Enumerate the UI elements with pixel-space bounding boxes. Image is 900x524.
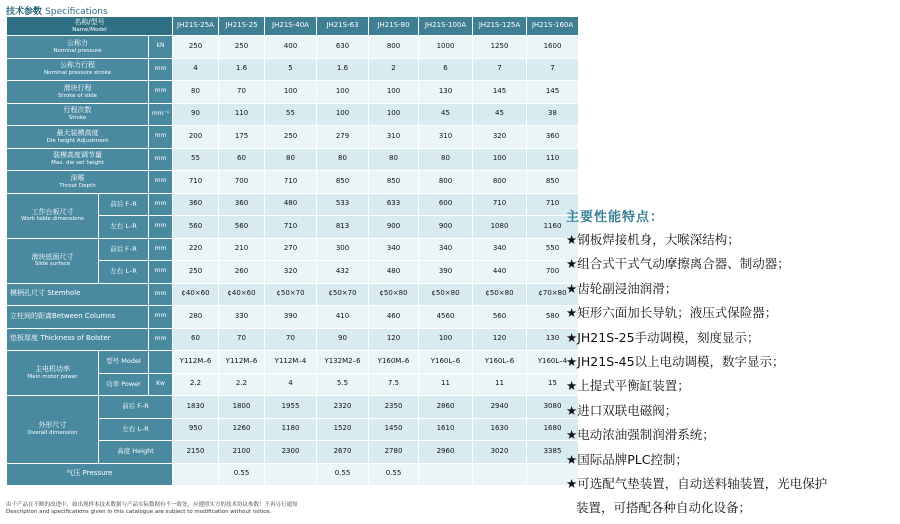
value-cell: 2.2: [173, 373, 219, 396]
value-cell: 6: [419, 58, 473, 81]
value-cell: 7: [473, 58, 527, 81]
label-en: Overall dimension: [27, 430, 78, 437]
header-en: Specifications: [45, 7, 108, 17]
table-row: [7, 396, 579, 419]
value-cell: 80: [265, 148, 317, 171]
value-cell: 120: [369, 328, 419, 351]
features-title: 主要性能特点：: [566, 210, 665, 225]
footnote-zh: 由于产品在不断的改进中，如出现样本技术数据与产品实际数据有不一致处，应遵照实方的技术协议参数！不再另行通知: [6, 502, 298, 508]
model-header: JH21S-25: [219, 17, 265, 36]
value-cell: 130: [419, 81, 473, 104]
sub-label: 高度 Height: [99, 441, 173, 464]
value-cell: 100: [369, 103, 419, 126]
value-cell: 1250: [473, 36, 527, 59]
label-en: Max. die set height: [51, 160, 104, 167]
feature-item: ★上提式平衡缸装置；: [566, 378, 690, 394]
value-cell: 110: [219, 103, 265, 126]
value-cell: [473, 463, 527, 486]
value-cell: 533: [317, 193, 369, 216]
value-cell: 250: [219, 36, 265, 59]
value-cell: [419, 463, 473, 486]
label-zh: 装模高度调节量: [53, 151, 102, 160]
value-cell: ¢50×80: [419, 283, 473, 306]
value-cell: ¢40×60: [219, 283, 265, 306]
feature-item: ★电动浓油强制润滑系统；: [566, 427, 715, 443]
value-cell: 45: [419, 103, 473, 126]
label-en: Slide surface: [34, 261, 71, 268]
model-header: JH21S-160A: [527, 17, 579, 36]
sub-label: 左右 L–R: [99, 261, 149, 284]
feature-item: ★JH21S-45以上电动调模，数字显示；: [566, 353, 785, 369]
value-cell: 80: [317, 148, 369, 171]
value-cell: [173, 463, 219, 486]
value-cell: 580: [527, 306, 579, 329]
model-header: JH21S-63: [317, 17, 369, 36]
value-cell: 100: [419, 328, 473, 351]
label-en: Die height Adjustment: [46, 137, 109, 144]
value-cell: 340: [473, 238, 527, 261]
value-cell: 950: [173, 418, 219, 441]
value-cell: Y160L–6: [473, 351, 527, 374]
between-columns-label: 立柱间的距离Between Columns: [7, 306, 149, 329]
table-row: [7, 283, 579, 306]
sub-label: 前后 F–R: [99, 396, 173, 419]
value-cell: 145: [473, 81, 527, 104]
value-cell: 600: [419, 193, 473, 216]
value-cell: Y160L–6: [419, 351, 473, 374]
value-cell: Y112M–6: [219, 351, 265, 374]
value-cell: 80: [369, 148, 419, 171]
sub-label: 左右 L–R: [99, 418, 173, 441]
value-cell: [265, 463, 317, 486]
value-cell: 38: [527, 103, 579, 126]
unit-cell: mm: [149, 171, 173, 194]
value-cell: 250: [173, 261, 219, 284]
value-cell: 2.2: [219, 373, 265, 396]
unit-cell: mm: [149, 216, 173, 239]
value-cell: 710: [265, 216, 317, 239]
value-cell: 3020: [473, 441, 527, 464]
value-cell: 100: [317, 81, 369, 104]
value-cell: 800: [473, 171, 527, 194]
value-cell: 11: [419, 373, 473, 396]
row-label: [7, 171, 149, 194]
value-cell: 210: [219, 238, 265, 261]
table-row: [7, 126, 579, 149]
label-zh: 行程次数: [63, 106, 92, 115]
value-cell: 850: [369, 171, 419, 194]
value-cell: 7.5: [369, 373, 419, 396]
sub-label: 前后 F–R: [99, 193, 149, 216]
value-cell: 560: [473, 306, 527, 329]
value-cell: 310: [419, 126, 473, 149]
value-cell: 813: [317, 216, 369, 239]
value-cell: 55: [173, 148, 219, 171]
value-cell: Y132M2–6: [317, 351, 369, 374]
label-zh: 公称力: [67, 38, 88, 47]
value-cell: 3080: [527, 396, 579, 419]
value-cell: Y160M–6: [369, 351, 419, 374]
value-cell: 1830: [173, 396, 219, 419]
value-cell: 2: [369, 58, 419, 81]
unit-cell: mm: [149, 306, 173, 329]
table-row: [7, 328, 579, 351]
value-cell: 200: [173, 126, 219, 149]
value-cell: 320: [265, 261, 317, 284]
row-label: [7, 126, 149, 149]
value-cell: ¢50×80: [473, 283, 527, 306]
value-cell: 390: [265, 306, 317, 329]
header-label-en: Name/Model: [72, 26, 107, 33]
value-cell: 2100: [219, 441, 265, 464]
unit-cell: Kw: [149, 373, 173, 396]
unit-cell: mm: [149, 328, 173, 351]
value-cell: 2350: [369, 396, 419, 419]
value-cell: 900: [369, 216, 419, 239]
sub-label: 功率 Power: [99, 373, 149, 396]
value-cell: Y160L–4: [527, 351, 579, 374]
air-pressure-label: 气压 Pressure: [7, 463, 173, 486]
label-zh: 深喉: [70, 173, 85, 182]
table-row: [7, 103, 579, 126]
label-zh: 外形尺寸: [38, 421, 67, 430]
value-cell: 3385: [527, 441, 579, 464]
table-row: [7, 463, 579, 486]
value-cell: 1260: [219, 418, 265, 441]
table-row: [7, 351, 579, 374]
name-model-header: [7, 17, 173, 36]
unit-cell: kN: [149, 36, 173, 59]
value-cell: 145: [527, 81, 579, 104]
label-zh: 工作台板尺寸: [31, 207, 74, 216]
value-cell: 633: [369, 193, 419, 216]
feature-item: ★进口双联电磁阀；: [566, 402, 678, 418]
label-zh: 滑块行程: [63, 83, 92, 92]
overall-dimension-label: [7, 396, 99, 464]
value-cell: 100: [317, 103, 369, 126]
value-cell: 1.6: [317, 58, 369, 81]
specifications-table: [6, 16, 579, 486]
label-en: Main motor power: [27, 373, 78, 380]
value-cell: 4560: [419, 306, 473, 329]
work-table-label: [7, 193, 99, 238]
value-cell: 1955: [265, 396, 317, 419]
value-cell: 1160: [527, 216, 579, 239]
value-cell: 1610: [419, 418, 473, 441]
value-cell: 390: [419, 261, 473, 284]
row-label: [7, 148, 149, 171]
value-cell: 800: [369, 36, 419, 59]
unit-cell: mm: [149, 193, 173, 216]
feature-item: ★国际品牌PLC控制；: [566, 451, 688, 467]
value-cell: 560: [219, 216, 265, 239]
value-cell: 850: [317, 171, 369, 194]
value-cell: 300: [317, 238, 369, 261]
value-cell: 100: [265, 81, 317, 104]
label-en: Stroke: [68, 115, 87, 122]
value-cell: 710: [527, 193, 579, 216]
value-cell: 2670: [317, 441, 369, 464]
sub-label: 前后 F–R: [99, 238, 149, 261]
feature-item: ★JH21S-25手动调模，刻度显示；: [566, 329, 760, 345]
value-cell: 710: [173, 171, 219, 194]
value-cell: 80: [173, 81, 219, 104]
value-cell: 1630: [473, 418, 527, 441]
feature-item: ★可选配气垫装置，自动送料轴装置，光电保护: [566, 475, 828, 491]
value-cell: 700: [527, 261, 579, 284]
value-cell: 360: [527, 126, 579, 149]
value-cell: 1.6: [219, 58, 265, 81]
unit-cell: mm: [149, 81, 173, 104]
label-en: Work table dimensions: [21, 216, 84, 223]
value-cell: 100: [473, 148, 527, 171]
value-cell: 340: [419, 238, 473, 261]
value-cell: 2960: [419, 441, 473, 464]
label-en: Stroke of slide: [57, 92, 98, 99]
label-zh: 公称力行程: [60, 61, 95, 70]
value-cell: 700: [219, 171, 265, 194]
value-cell: 2940: [473, 396, 527, 419]
table-row: [7, 58, 579, 81]
value-cell: 100: [369, 81, 419, 104]
value-cell: 70: [265, 328, 317, 351]
label-zh: 主电机功率: [35, 365, 70, 374]
value-cell: 460: [369, 306, 419, 329]
unit-cell: mm: [149, 261, 173, 284]
value-cell: 480: [369, 261, 419, 284]
unit-cell: mm: [149, 126, 173, 149]
unit-cell: mm⁻¹: [149, 103, 173, 126]
value-cell: 630: [317, 36, 369, 59]
header-row: [7, 17, 579, 36]
feature-item: ★齿轮副浸油润滑；: [566, 280, 678, 296]
value-cell: 90: [173, 103, 219, 126]
value-cell: ¢50×80: [369, 283, 419, 306]
value-cell: 360: [219, 193, 265, 216]
unit-cell: mm: [149, 283, 173, 306]
table-row: [7, 171, 579, 194]
value-cell: 279: [317, 126, 369, 149]
table-row: [7, 148, 579, 171]
value-cell: 400: [265, 36, 317, 59]
value-cell: 0.55: [369, 463, 419, 486]
value-cell: 110: [527, 148, 579, 171]
value-cell: 90: [317, 328, 369, 351]
value-cell: 5.5: [317, 373, 369, 396]
value-cell: 2150: [173, 441, 219, 464]
label-zh: 滑块底面尺寸: [31, 252, 74, 261]
unit-cell: mm: [149, 148, 173, 171]
header-label-zh: 名称/型号: [74, 18, 105, 27]
value-cell: 800: [419, 171, 473, 194]
value-cell: 900: [419, 216, 473, 239]
value-cell: 45: [473, 103, 527, 126]
row-label: [7, 36, 149, 59]
value-cell: 360: [173, 193, 219, 216]
value-cell: 70: [219, 328, 265, 351]
value-cell: 410: [317, 306, 369, 329]
row-label: [7, 58, 149, 81]
value-cell: 280: [173, 306, 219, 329]
value-cell: 310: [369, 126, 419, 149]
value-cell: ¢50×70: [317, 283, 369, 306]
value-cell: 432: [317, 261, 369, 284]
value-cell: 70: [219, 81, 265, 104]
value-cell: 0.55: [219, 463, 265, 486]
value-cell: 1450: [369, 418, 419, 441]
bolster-thickness-label: 垫板厚度 Thickness of Bolster: [7, 328, 149, 351]
value-cell: 4: [173, 58, 219, 81]
value-cell: 250: [265, 126, 317, 149]
value-cell: 4: [265, 373, 317, 396]
value-cell: 560: [173, 216, 219, 239]
value-cell: 1680: [527, 418, 579, 441]
sub-label: 左右 L–R: [99, 216, 149, 239]
value-cell: 2300: [265, 441, 317, 464]
model-header: JH21S-80: [369, 17, 419, 36]
table-row: [7, 193, 579, 216]
value-cell: 5: [265, 58, 317, 81]
features-list: [566, 230, 896, 492]
features-panel: [566, 206, 896, 516]
value-cell: 7: [527, 58, 579, 81]
value-cell: Y112M–4: [265, 351, 317, 374]
value-cell: 120: [473, 328, 527, 351]
label-en: Nominal pressure stroke: [44, 70, 111, 77]
motor-power-label: [7, 351, 99, 396]
value-cell: 440: [473, 261, 527, 284]
slide-surface-label: [7, 238, 99, 283]
value-cell: 60: [219, 148, 265, 171]
value-cell: ¢40×60: [173, 283, 219, 306]
value-cell: 1520: [317, 418, 369, 441]
feature-item: ★钢板焊接机身，大喉深结构；: [566, 232, 740, 247]
value-cell: ¢50×70: [265, 283, 317, 306]
footnote-en: Description and specifications given in this catalogue are subject to modification without notice.: [6, 508, 272, 515]
value-cell: 2320: [317, 396, 369, 419]
feature-item: ★矩形六面加长导轨；液压式保险器；: [566, 305, 778, 321]
value-cell: 550: [527, 238, 579, 261]
value-cell: 220: [173, 238, 219, 261]
value-cell: 480: [265, 193, 317, 216]
row-label: [7, 81, 149, 104]
row-label: [7, 103, 149, 126]
unit-cell: mm: [149, 58, 173, 81]
value-cell: 250: [173, 36, 219, 59]
value-cell: 710: [265, 171, 317, 194]
value-cell: 710: [473, 193, 527, 216]
table-row: [7, 81, 579, 104]
value-cell: 2780: [369, 441, 419, 464]
value-cell: ¢70×80: [527, 283, 579, 306]
sub-label: 型号 Model: [99, 351, 149, 374]
value-cell: 330: [219, 306, 265, 329]
value-cell: 11: [473, 373, 527, 396]
header-zh: 技术参数: [6, 7, 43, 17]
value-cell: 1600: [527, 36, 579, 59]
label-en: Nominal pressure: [53, 47, 102, 54]
unit-cell: [149, 351, 173, 374]
footnote: [6, 502, 298, 516]
value-cell: 850: [527, 171, 579, 194]
unit-cell: mm: [149, 238, 173, 261]
value-cell: 0.55: [317, 463, 369, 486]
model-header: JH21S-25A: [173, 17, 219, 36]
value-cell: 320: [473, 126, 527, 149]
value-cell: 1080: [473, 216, 527, 239]
label-en: Throat Depth: [59, 182, 96, 189]
model-header: JH21S-125A: [473, 17, 527, 36]
value-cell: 1000: [419, 36, 473, 59]
feature-continuation: 装置，可搭配各种自动化设备；: [576, 500, 752, 516]
value-cell: 60: [173, 328, 219, 351]
value-cell: Y112M–6: [173, 351, 219, 374]
value-cell: 1180: [265, 418, 317, 441]
value-cell: 15: [527, 373, 579, 396]
value-cell: 55: [265, 103, 317, 126]
table-row: [7, 306, 579, 329]
table-row: [7, 238, 579, 261]
value-cell: 340: [369, 238, 419, 261]
value-cell: 270: [265, 238, 317, 261]
feature-item: ★组合式干式气动摩擦离合器、制动器；: [566, 256, 790, 272]
model-header: JH21S-100A: [419, 17, 473, 36]
value-cell: 130: [527, 328, 579, 351]
value-cell: 80: [419, 148, 473, 171]
table-row: [7, 36, 579, 59]
label-zh: 最大装模高度: [56, 128, 99, 137]
value-cell: 175: [219, 126, 265, 149]
value-cell: 260: [219, 261, 265, 284]
model-header: JH21S-40A: [265, 17, 317, 36]
value-cell: 1800: [219, 396, 265, 419]
value-cell: 2860: [419, 396, 473, 419]
stemhole-label: 模柄孔尺寸 Stemhole: [7, 283, 149, 306]
